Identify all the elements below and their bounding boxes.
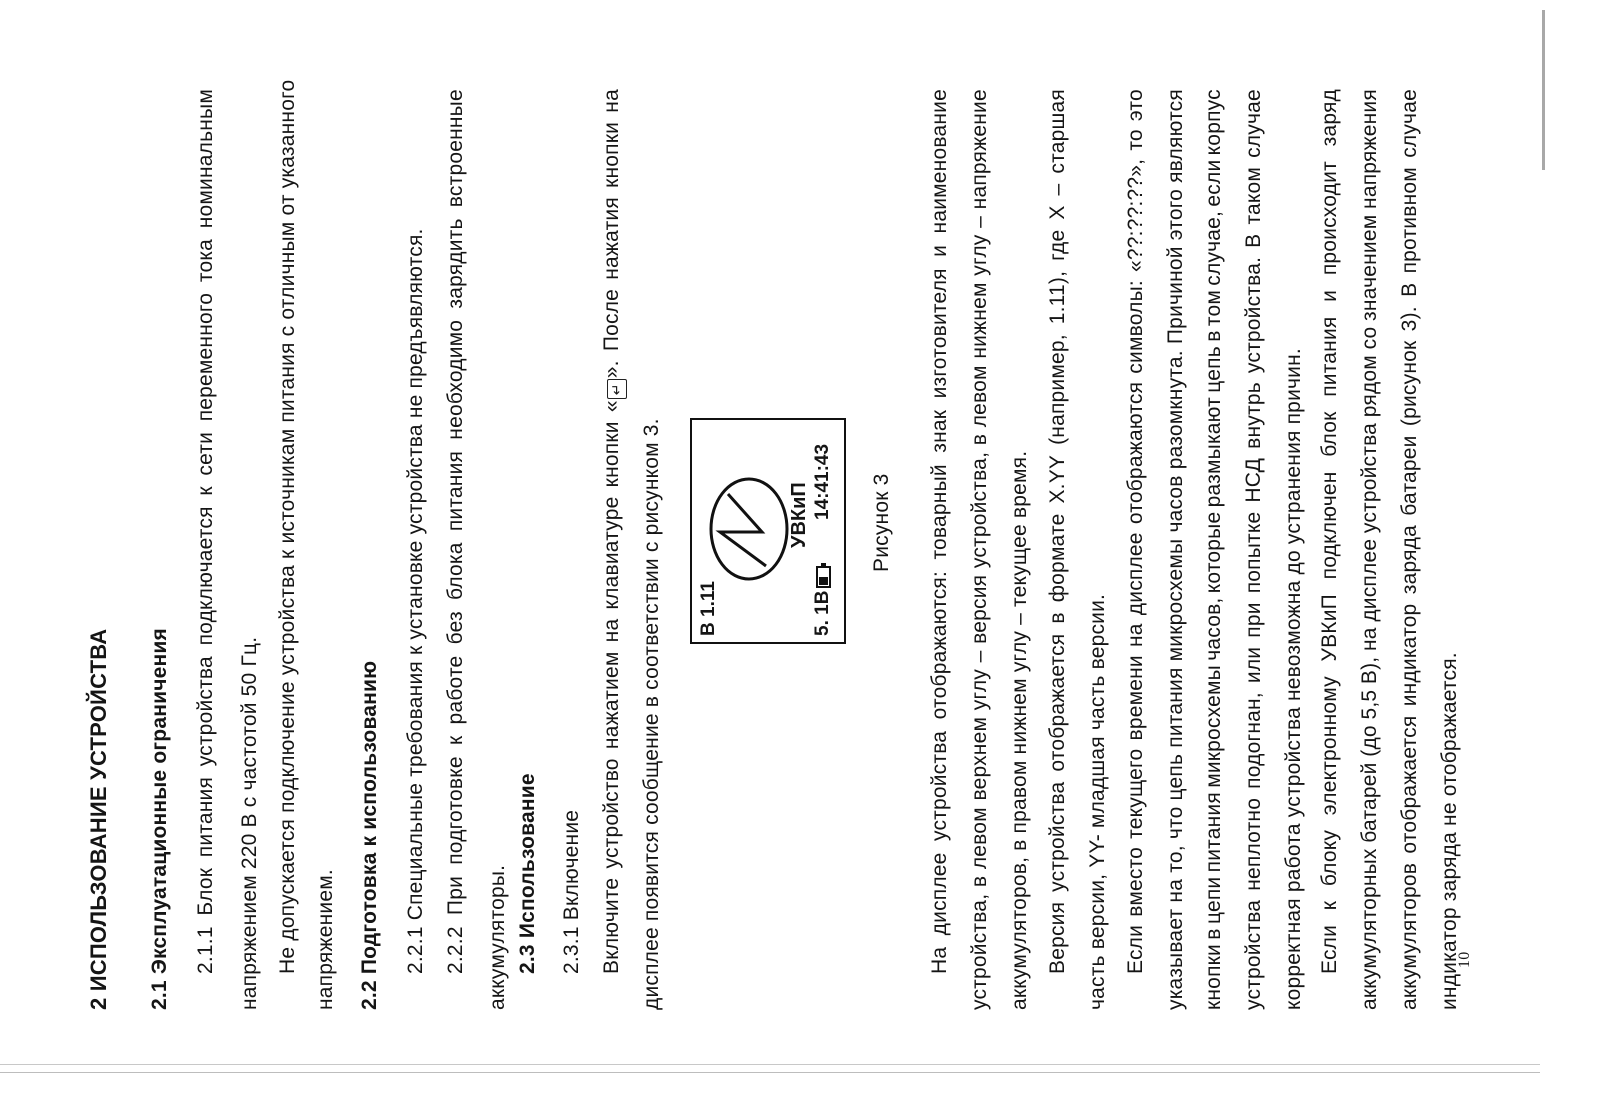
word: что — [1164, 806, 1187, 840]
word: дисплее — [928, 852, 951, 936]
body-line: аккумуляторов, в правом нижнем углу – текущее время. — [1008, 450, 1031, 1010]
display-battery-voltage: 5. 1В — [812, 590, 833, 636]
word: подогнан, — [1242, 692, 1265, 789]
display-time: 14:41:43 — [812, 443, 833, 520]
paragraph-2-2-1: 2.2.1 Специальные требования к установке устройства не предъявляются. — [404, 228, 427, 974]
word: рядом — [1358, 355, 1381, 418]
word: в — [968, 433, 991, 446]
word: В), — [1358, 656, 1381, 685]
word: 3). — [1398, 306, 1421, 332]
body-line — [1202, 89, 1226, 1010]
word: Причиной — [1164, 246, 1187, 345]
word: нижнем — [968, 282, 991, 359]
word: питания — [1202, 792, 1225, 873]
figure-caption: Рисунок 3 — [870, 473, 893, 572]
word: попытке — [1242, 511, 1265, 594]
word: символы: — [1124, 280, 1147, 374]
word: устройства, — [968, 893, 991, 1010]
body-line: индикатор заряда не отображается. — [1438, 652, 1461, 1010]
subsection-2-3-1-title: 2.3.1 Включение — [560, 809, 583, 974]
body-line — [968, 89, 992, 1010]
word: электронному — [1318, 676, 1341, 816]
word: левом — [968, 365, 991, 428]
word: на — [1124, 623, 1147, 648]
page-number: 10 — [1456, 951, 1473, 968]
device-display-figure — [690, 418, 846, 644]
word: отображается — [1398, 715, 1421, 854]
word: В — [1242, 233, 1265, 248]
paragraph-2-2-2-line1 — [444, 89, 468, 974]
word: и — [928, 244, 951, 257]
word: цепь — [1202, 346, 1225, 393]
word: устройства — [1358, 422, 1381, 534]
paragraph-2-2-2-line2: аккумуляторы. — [486, 864, 509, 1010]
paragraph-2-1-2-line1: Не допускается подключение устройства к источникам питания с отличным от указанного — [276, 79, 299, 974]
word: к — [1318, 900, 1341, 911]
word: вместо — [1124, 846, 1147, 917]
word: то, — [1164, 845, 1187, 873]
scan-edge-line — [1542, 10, 1545, 170]
word: или — [1242, 646, 1265, 684]
word: блоку — [1318, 829, 1341, 887]
p231-key-group — [600, 360, 627, 412]
manufacturer-logo-icon — [706, 474, 792, 584]
body-line — [1164, 89, 1188, 1010]
word: со — [1358, 326, 1381, 350]
word: На — [928, 946, 951, 974]
word: номинальным — [194, 89, 217, 229]
p231-word-9: кнопки — [600, 121, 623, 188]
word: в — [1202, 928, 1225, 940]
word: случае, — [1202, 210, 1225, 286]
word: и — [1318, 289, 1341, 302]
word: X — [1046, 205, 1069, 220]
body-line: часть версии, YY- младшая часть версии. — [1086, 593, 1109, 1010]
word: указывает — [1164, 908, 1187, 1010]
p231-word-2: устройство — [600, 758, 623, 869]
word: НСД — [1242, 457, 1265, 503]
word: размыкают — [1202, 397, 1225, 508]
word: X.YY — [1046, 454, 1069, 504]
word: Блок — [194, 867, 217, 916]
battery-charge-icon — [816, 566, 831, 588]
p231-word-8: нажатия — [600, 197, 623, 280]
word: верхнем — [968, 716, 991, 801]
quote-close: ». — [600, 360, 623, 379]
paragraph-2-3-1-line2: дисплее появится сообщение в соответствии с рисунком 3. — [640, 418, 663, 1010]
word: микросхемы — [1202, 665, 1225, 788]
word: то — [1124, 129, 1147, 151]
p231-word-3: нажатием — [600, 651, 623, 750]
word: происходит — [1318, 161, 1341, 276]
word: старшая — [1046, 89, 1069, 174]
body-line — [1358, 89, 1382, 1010]
word: переменного — [194, 292, 217, 422]
word: разомкнута. — [1164, 350, 1187, 470]
word: цепь — [1164, 753, 1187, 801]
word: формате — [1046, 513, 1069, 603]
word: где — [1046, 229, 1069, 261]
display-device-name: УВКиП — [788, 482, 810, 548]
word: корпус — [1202, 89, 1225, 156]
word: устройства, — [968, 451, 991, 569]
word: наименование — [928, 89, 951, 234]
word: без — [444, 611, 467, 645]
word: отображается — [1046, 633, 1069, 772]
word: питания — [1318, 316, 1341, 397]
quote-open: « — [600, 400, 623, 413]
word: питания — [1164, 667, 1187, 748]
word: Если — [1124, 924, 1147, 974]
word: в — [1046, 612, 1069, 624]
word: напряжения — [1358, 89, 1381, 209]
word: значением — [1358, 214, 1381, 321]
word: устройства — [1242, 899, 1265, 1010]
word: (рисунок — [1398, 340, 1421, 427]
word: часов, — [1202, 597, 1225, 661]
word: 5,5 — [1358, 689, 1381, 720]
word: «??:??:??», — [1124, 158, 1147, 272]
word: к — [194, 486, 217, 496]
word: батареи — [1398, 435, 1421, 516]
word: заряда — [1398, 525, 1421, 595]
word: (например, — [1046, 334, 1069, 445]
word: (до — [1358, 725, 1381, 757]
word: углу — [968, 668, 991, 711]
word: являются — [1164, 89, 1187, 183]
p231-word-4: на — [600, 618, 623, 643]
word: блока — [444, 542, 467, 600]
word: текущего — [1124, 748, 1147, 839]
word: в — [1202, 330, 1225, 342]
word: дисплее — [1358, 538, 1381, 622]
word: – — [968, 650, 991, 663]
word: В — [1398, 282, 1421, 297]
word: устройства — [928, 730, 951, 841]
word: это — [1124, 89, 1147, 122]
word: Версия — [1046, 901, 1069, 974]
body-line: корректная работа устройства невозможна до устранения причин. — [1282, 348, 1305, 1010]
body-line — [1318, 89, 1342, 974]
word: устройства — [1046, 781, 1069, 892]
word: подготовке — [444, 756, 467, 865]
body-line — [1046, 89, 1070, 974]
word: подключается — [194, 506, 217, 646]
word: заряд — [1318, 89, 1341, 147]
word: на — [1358, 627, 1381, 651]
word: блок — [1318, 411, 1341, 457]
scan-edge-line — [0, 1072, 1540, 1073]
word: которые — [1202, 511, 1225, 594]
word: отображаются: — [928, 570, 951, 720]
word: работе — [444, 655, 467, 725]
paragraph-2-1-1-line2: напряжением 220 В с частотой 50 Гц. — [238, 636, 261, 1010]
word: УВКиП — [1318, 594, 1341, 662]
word: – — [1046, 183, 1069, 196]
word: таком — [1242, 166, 1265, 225]
enter-key-icon: ↵ — [607, 379, 627, 399]
p231-word-6: кнопки — [600, 421, 623, 488]
word: часов — [1164, 475, 1187, 533]
word: – — [968, 215, 991, 228]
word: левом — [968, 807, 991, 870]
subsection-2-3-title: 2.3 Использование — [516, 773, 539, 974]
word: противном — [1398, 167, 1421, 274]
word: отображаются — [1124, 381, 1147, 525]
body-line — [1398, 89, 1422, 1010]
word: аккумуляторов — [1398, 862, 1421, 1010]
word: неплотно — [1242, 797, 1265, 891]
word: батарей — [1358, 762, 1381, 843]
word: 2.1.1 — [194, 926, 217, 974]
word: зарядить — [444, 218, 467, 309]
word: аккумуляторных — [1358, 848, 1381, 1010]
word: 2.2.2 — [444, 926, 467, 974]
word: подключен — [1318, 471, 1341, 580]
word: знак — [928, 409, 951, 453]
body-line — [1242, 89, 1266, 1010]
word: тока — [194, 238, 217, 283]
word: необходимо — [444, 319, 467, 440]
word: том — [1202, 290, 1225, 327]
word: микросхемы — [1164, 538, 1187, 662]
section-title: 2 ИСПОЛЬЗОВАНИЕ УСТРОЙСТВА — [86, 628, 111, 1010]
word: дисплее — [1124, 532, 1147, 616]
word: цепи — [1202, 876, 1225, 925]
word: индикатор — [1398, 603, 1421, 707]
word: питания — [444, 450, 467, 532]
word: встроенные — [444, 89, 467, 208]
word: кнопки — [1202, 944, 1225, 1010]
word: этого — [1164, 189, 1187, 241]
word: версия — [968, 574, 991, 644]
word: к — [444, 735, 467, 746]
p231-word-7: После — [600, 288, 623, 352]
word: внутрь — [1242, 382, 1265, 449]
p231-word-1: Включите — [600, 877, 623, 974]
body-line — [928, 89, 952, 974]
word: времени — [1124, 655, 1147, 741]
word: устройства. — [1242, 256, 1265, 374]
word: если — [1202, 159, 1225, 207]
p231-word-10: на — [600, 89, 623, 113]
word: сети — [194, 431, 217, 476]
word: при — [1242, 602, 1265, 638]
paragraph-2-3-1-line1 — [600, 89, 627, 974]
paragraph-2-1-1-line1 — [194, 89, 218, 974]
word: углу — [968, 234, 991, 276]
word: товарный — [928, 464, 951, 560]
word: случае — [1242, 89, 1265, 158]
word: 1.11), — [1046, 270, 1069, 325]
word: напряжение — [968, 89, 991, 210]
word: питания — [194, 776, 217, 858]
scan-edge-line — [0, 1064, 1540, 1065]
word: устройства — [194, 656, 217, 767]
word: в — [968, 875, 991, 888]
word: изготовителя — [928, 268, 951, 399]
subsection-2-2-title: 2.2 Подготовка к использованию — [358, 660, 381, 1010]
word: на — [1164, 878, 1187, 903]
word: Если — [1318, 924, 1341, 974]
paragraph-2-1-2-line2: напряжением. — [314, 869, 337, 1010]
subsection-2-1-title: 2.1 Эксплуатационные ограничения — [148, 628, 171, 1010]
display-version: В 1.11 — [698, 581, 719, 636]
word: При — [444, 875, 467, 916]
body-line — [1124, 89, 1148, 974]
p231-word-5: клавиатуре — [600, 496, 623, 610]
word: случае — [1398, 89, 1421, 158]
